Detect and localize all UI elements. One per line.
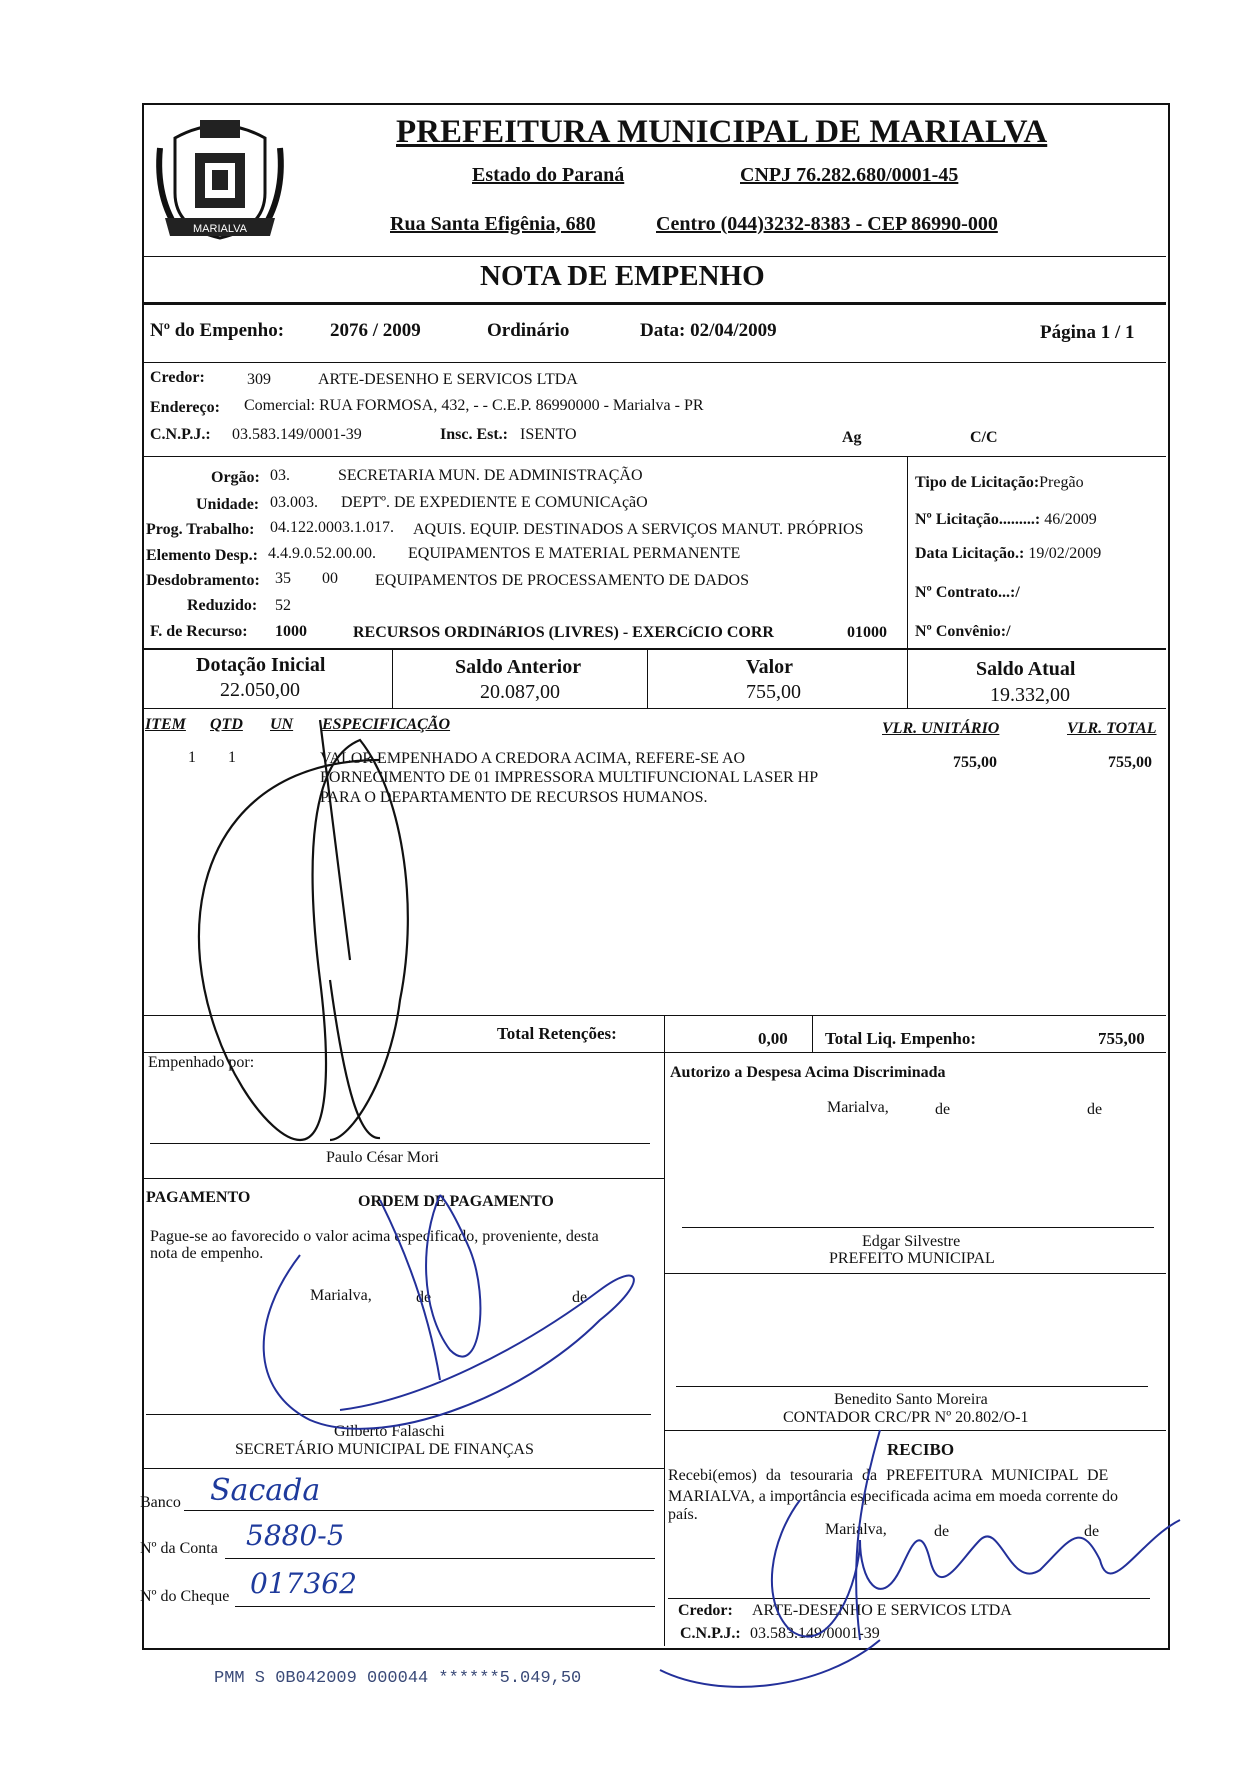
empenho-number: 2076 / 2009	[330, 320, 421, 341]
pagamento-text-line2: nota de empenho.	[150, 1245, 264, 1262]
autorizo-de-2: de	[1087, 1101, 1103, 1118]
empenho-label: Nº do Empenho:	[150, 320, 285, 341]
licitacao-data-label: Data Licitação.:	[915, 545, 1025, 562]
total-liq-value: 755,00	[1098, 1029, 1145, 1048]
address-field-label: Endereço:	[150, 399, 220, 416]
recibo-de-1: de	[934, 1523, 950, 1540]
cheque-label: Nº do Cheque	[140, 1588, 230, 1605]
item-desc-line3: PARA O DEPARTAMENTO DE RECURSOS HUMANOS.	[320, 789, 708, 806]
item-qtd: 1	[228, 749, 236, 766]
insc-value: ISENTO	[520, 426, 577, 443]
recibo-cnpj-label: C.N.P.J.:	[680, 1625, 741, 1642]
desdobramento-label: Desdobramento:	[146, 572, 260, 589]
recibo-text-line2: MARIALVA, a importância especificada acima em moeda corrente do	[668, 1488, 1119, 1505]
ag-label: Ag	[842, 429, 862, 446]
licitacao-data-value: 19/02/2009	[1028, 545, 1102, 562]
credor-cnpj-label: C.N.P.J.:	[150, 426, 211, 443]
pagamento-text-line1: Pague-se ao favorecido o valor acima especificado, proveniente, desta	[150, 1228, 599, 1245]
cheque-value: 017362	[250, 1567, 357, 1600]
licitacao-numero-value: 46/2009	[1044, 511, 1097, 528]
prefeito-title: PREFEITO MUNICIPAL	[829, 1250, 995, 1267]
convenio-label: Nº Convênio:/	[915, 623, 1011, 640]
contrato-label: Nº Contrato...:/	[915, 584, 1020, 601]
prog-code: 04.122.0003.1.017.	[270, 519, 394, 536]
prefeito-name: Edgar Silvestre	[862, 1233, 961, 1250]
recibo-cnpj-value: 03.583.149/0001-39	[750, 1625, 880, 1642]
total-retencoes-value: 0,00	[758, 1029, 788, 1048]
saldo-atual-value: 19.332,00	[990, 684, 1070, 706]
item-desc-line1: VALOR EMPENHADO A CREDORA ACIMA, REFERE-SE AO	[320, 750, 746, 767]
saldo-anterior-label: Saldo Anterior	[455, 656, 582, 678]
unidade-code: 03.003.	[270, 494, 318, 511]
col-vlr-total: VLR. TOTAL	[1067, 720, 1157, 737]
desdobramento-code: 35	[275, 570, 291, 587]
banco-label: Banco	[140, 1494, 181, 1511]
recibo-de-2: de	[1084, 1523, 1100, 1540]
desdobramento-sub: 00	[322, 570, 338, 587]
valor-label: Valor	[746, 656, 794, 678]
conta-value: 5880-5	[246, 1519, 345, 1552]
reduzido-label: Reduzido:	[187, 597, 258, 614]
ordem-pagamento-label: ORDEM DE PAGAMENTO	[358, 1193, 554, 1210]
pagamento-city: Marialva,	[310, 1287, 372, 1304]
fonte-code: 1000	[275, 623, 307, 640]
item-unit-value: 755,00	[953, 754, 997, 771]
dotacao-inicial-value: 22.050,00	[220, 679, 300, 701]
banco-value: Sacada	[210, 1473, 321, 1508]
unidade-desc: DEPTº. DE EXPEDIENTE E COMUNICAçãO	[341, 494, 648, 511]
licitacao-numero-label: Nº Licitação.........:	[915, 511, 1041, 528]
phone-cep-label: Centro (044)3232-8383 - CEP 86990-000	[656, 213, 998, 235]
empenho-type: Ordinário	[487, 320, 570, 341]
credor-name: ARTE-DESENHO E SERVICOS LTDA	[318, 371, 578, 388]
secretario-title: SECRETÁRIO MUNICIPAL DE FINANÇAS	[235, 1441, 534, 1458]
state-label: Estado do Paraná	[472, 164, 625, 186]
credor-address: Comercial: RUA FORMOSA, 432, - - C.E.P. 86990000 - Marialva - PR	[244, 397, 704, 414]
crest-text: MARIALVA	[193, 223, 247, 235]
prog-label: Prog. Trabalho:	[146, 521, 255, 538]
secretario-name: Gilberto Falaschi	[334, 1423, 445, 1440]
autorizo-de-1: de	[935, 1101, 951, 1118]
recibo-text-line1: Recebi(emos) da tesouraria da PREFEITURA MUNICIPAL DE	[668, 1467, 1109, 1484]
autorizo-city: Marialva,	[827, 1099, 889, 1116]
credor-cnpj: 03.583.149/0001-39	[232, 426, 362, 443]
recibo-title: RECIBO	[887, 1440, 955, 1459]
total-retencoes-label: Total Retenções:	[497, 1024, 617, 1043]
recibo-city: Marialva,	[825, 1521, 887, 1538]
credor-code: 309	[247, 371, 271, 388]
unidade-label: Unidade:	[196, 496, 260, 513]
fonte-desc: RECURSOS ORDINáRIOS (LIVRES) - EXERCíCIO CORR	[353, 624, 774, 641]
mechanical-stamp: PMM S 0B042009 000044 ******5.049,50	[214, 1669, 582, 1688]
elemento-code: 4.4.9.0.52.00.00.	[268, 545, 376, 562]
valor-value: 755,00	[746, 681, 801, 703]
elemento-label: Elemento Desp.:	[146, 547, 258, 564]
saldo-atual-label: Saldo Atual	[976, 658, 1076, 680]
total-liq-label: Total Liq. Empenho:	[825, 1029, 976, 1048]
item-total-value: 755,00	[1108, 754, 1152, 771]
cc-label: C/C	[970, 429, 998, 446]
fonte-num: 01000	[847, 624, 887, 641]
recibo-text-line3: país.	[668, 1506, 698, 1523]
item-desc-line2: FORNECIMENTO DE 01 IMPRESSORA MULTIFUNCIONAL LASER HP	[320, 769, 819, 786]
empenho-date: Data: 02/04/2009	[640, 320, 777, 341]
saldo-anterior-value: 20.087,00	[480, 681, 560, 703]
orgao-desc: SECRETARIA MUN. DE ADMINISTRAÇÃO	[338, 467, 643, 484]
autorizo-label: Autorizo a Despesa Acima Discriminada	[670, 1064, 946, 1081]
col-vlr-unitario: VLR. UNITÁRIO	[882, 720, 1000, 737]
col-item: ITEM	[145, 716, 186, 733]
credor-label: Credor:	[150, 369, 205, 386]
dotacao-inicial-label: Dotação Inicial	[196, 654, 326, 676]
tipo-licitacao-value: Pregão	[1039, 474, 1084, 491]
recibo-credor-value: ARTE-DESENHO E SERVICOS LTDA	[752, 1602, 1012, 1619]
conta-label: Nº da Conta	[140, 1540, 218, 1557]
municipal-coat-of-arms-icon	[150, 108, 290, 254]
address-label: Rua Santa Efigênia, 680	[390, 213, 596, 235]
contador-name: Benedito Santo Moreira	[834, 1391, 988, 1408]
reduzido-code: 52	[275, 597, 291, 614]
col-especificacao: ESPECIFICAÇÃO	[322, 716, 451, 733]
empenhado-por-name: Paulo César Mori	[326, 1149, 439, 1166]
item-number: 1	[188, 749, 196, 766]
page-number: Página 1 / 1	[1040, 322, 1135, 343]
document-title: NOTA DE EMPENHO	[480, 260, 765, 292]
empenhado-por-label: Empenhado por:	[148, 1054, 255, 1071]
pagamento-label: PAGAMENTO	[146, 1189, 251, 1206]
cnpj-label: CNPJ 76.282.680/0001-45	[740, 164, 959, 186]
recibo-credor-label: Credor:	[678, 1602, 733, 1619]
orgao-code: 03.	[270, 467, 290, 484]
pagamento-de-2: de	[572, 1289, 588, 1306]
prog-desc: AQUIS. EQUIP. DESTINADOS A SERVIÇOS MANUT. PRÓPRIOS	[413, 521, 864, 538]
col-un: UN	[270, 716, 294, 733]
page-title: PREFEITURA MUNICIPAL DE MARIALVA	[396, 114, 1048, 150]
pagamento-de-1: de	[416, 1289, 432, 1306]
elemento-desc: EQUIPAMENTOS E MATERIAL PERMANENTE	[408, 545, 741, 562]
contador-title: CONTADOR CRC/PR Nº 20.802/O-1	[783, 1409, 1029, 1426]
tipo-licitacao-label: Tipo de Licitação:	[915, 474, 1040, 491]
fonte-label: F. de Recurso:	[150, 623, 248, 640]
orgao-label: Orgão:	[211, 469, 260, 486]
desdobramento-desc: EQUIPAMENTOS DE PROCESSAMENTO DE DADOS	[375, 572, 749, 589]
col-qtd: QTD	[210, 716, 243, 733]
insc-label: Insc. Est.:	[440, 426, 509, 443]
